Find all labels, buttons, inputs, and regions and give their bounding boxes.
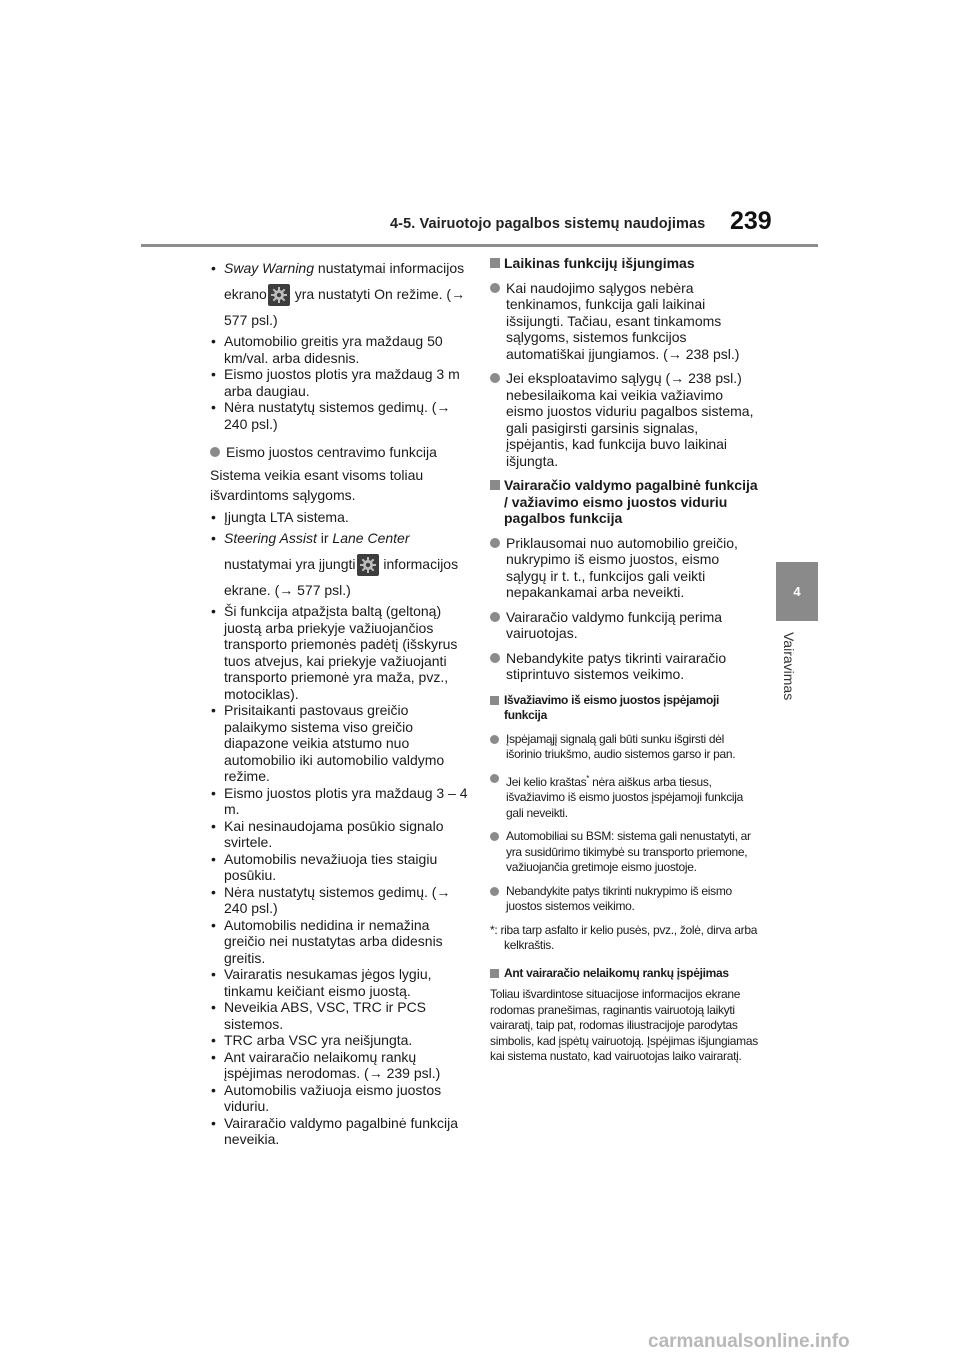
list-item: • Automobilis važiuoja eismo juostos viduriu. [210, 1082, 472, 1115]
footnote: *: riba tarp asfalto ir kelio pusės, pvz., žolė, dirva arba kelkraštis. [490, 922, 758, 952]
list-item: Nebandykite patys tikrinti nukrypimo iš eismo juostos sistemos veikimo. [490, 884, 760, 915]
list-item: • Nėra nustatytų sistemos gedimų. (→ 240 psl.) [210, 884, 472, 917]
list-item: Vairaračio valdymo funkciją perima vairuotojas. [490, 609, 760, 642]
watermark: carmanualsonline.info [648, 1331, 850, 1352]
list-item: • Ant vairaračio nelaikomų rankų įspėjimas nerodomas. (→ 239 psl.) [210, 1049, 472, 1082]
page-number: 239 [730, 207, 772, 235]
small-section [490, 693, 760, 1065]
header-divider [141, 244, 818, 247]
gear-icon [357, 554, 379, 576]
chapter-label: Vairavimas [781, 632, 797, 701]
footnote-marker: * [586, 773, 590, 783]
chapter-number: 4 [793, 584, 801, 599]
list-item: Nebandykite patys tikrinti vairaračio stiprintuvo sistemos veikimo. [490, 650, 760, 683]
list-item: • Įjungta LTA sistema. [210, 509, 472, 526]
left-column [210, 255, 472, 1148]
list-item: Jei eksploatavimo sąlygų (→ 238 psl.) nebesilaikoma kai veikia važiavimo eismo juostos viduriu pagalbos sistema, gali pasigirsti garsinis signalas, įspėjantis, kad funkcija buvo laikinai išjungta. [490, 370, 760, 469]
section-title: 4-5. Vairuotojo pagalbos sistemų naudojimas [390, 216, 706, 232]
section-heading: Išvažiavimo iš eismo juostos įspėjamoji funkcija [490, 693, 760, 724]
list-item: • Neveikia ABS, VSC, TRC ir PCS sistemos. [210, 999, 472, 1032]
list-item: Jei kelio kraštas* nėra aiškus arba tiesus, išvažiavimo iš eismo juostos įspėjamoji funkcija gali neveikti. [490, 771, 760, 822]
list-item: • Steering Assist ir Lane Center nustatymai yra įjungti informacijos ekrane. (→ 577 psl.) [210, 525, 472, 603]
section-heading: Vairaračio valdymo pagalbinė funkcija / važiavimo eismo juostos viduriu pagalbos funkcija [490, 477, 760, 527]
list-item: • Prisitaikanti pastovaus greičio palaikymo sistema viso greičio diapazone veikia atstumo nuo automobilio iki automobilio valdymo režime. [210, 702, 472, 785]
list-item: Įspėjamąjį signalą gali būti sunku išgirsti dėl išorinio triukšmo, audio sistemos garso ir pan. [490, 732, 760, 763]
chapter-tab[interactable] [776, 562, 818, 621]
list-item: • Ši funkcija atpažįsta baltą (geltoną) juostą arba priekyje važiuojančios transporto priemonės padėtį (išskyrus tuos atvejus, kai priekyje važiuojanti transporto priemonė yra maža, pvz., motociklas). [210, 603, 472, 702]
subsection-heading: Eismo juostos centravimo funkcija [210, 444, 472, 461]
list-item: • Eismo juostos plotis yra maždaug 3 m arba daugiau. [210, 366, 472, 399]
paragraph: Toliau išvardintose situacijose informacijos ekrane rodomas pranešimas, raginantis vairuotoją laikyti vairaratį, taip pat, rodomas iliustracijoje parodytas simbolis, kad įspėtų vairuotoją. Įspėjimas išjungiamas kai sistema nustato, kad vairuotojas laiko vairaratį. [490, 987, 758, 1063]
list-item: • Automobilis nedidina ir nemažina greičio nei nustatytas arba didesnis greitis. [210, 917, 472, 967]
list-item: Priklausomai nuo automobilio greičio, nukrypimo iš eismo juostos, eismo sąlygų ir t. t., funkcijos gali veikti nepakankamai arba neveikti. [490, 535, 760, 601]
list-item: • Kai nesinaudojama posūkio signalo svirtele. [210, 818, 472, 851]
list-item: Kai naudojimo sąlygos nebėra tenkinamos, funkcija gali laikinai išsijungti. Tačiau, esant tinkamoms sąlygoms, sistemos funkcijos automatiškai įjungiamos. (→ 238 psl.) [490, 280, 760, 363]
section-heading: Laikinas funkcijų išjungimas [490, 255, 760, 272]
list-item: • Sway Warning nustatymai informacijos ekrano yra nustatyti On režime. (→ 577 psl.) [210, 255, 472, 333]
list-item: • Automobilis nevažiuoja ties staigiu posūkiu. [210, 851, 472, 884]
section-heading: Ant vairaračio nelaikomų rankų įspėjimas [490, 966, 760, 982]
list-item: • Vairaratis nesukamas jėgos lygiu, tinkamu keičiant eismo juostą. [210, 966, 472, 999]
list-item: • Nėra nustatytų sistemos gedimų. (→ 240 psl.) [210, 399, 472, 432]
list-item: • TRC arba VSC yra neišjungta. [210, 1032, 472, 1049]
list-item: Automobiliai su BSM: sistema gali nenustatyti, ar yra susidūrimo tikimybė su transporto priemone, važiuojančia gretimoje eismo juostoje. [490, 829, 760, 876]
list-item: • Automobilio greitis yra maždaug 50 km/val. arba didesnis. [210, 333, 472, 366]
right-column [490, 255, 760, 1065]
list-item: • Vairaračio valdymo pagalbinė funkcija neveikia. [210, 1115, 472, 1148]
list-item: • Eismo juostos plotis yra maždaug 3 – 4 m. [210, 785, 472, 818]
gear-icon [268, 284, 290, 306]
paragraph: Sistema veikia esant visoms toliau išvardintoms sąlygoms. [210, 466, 424, 503]
